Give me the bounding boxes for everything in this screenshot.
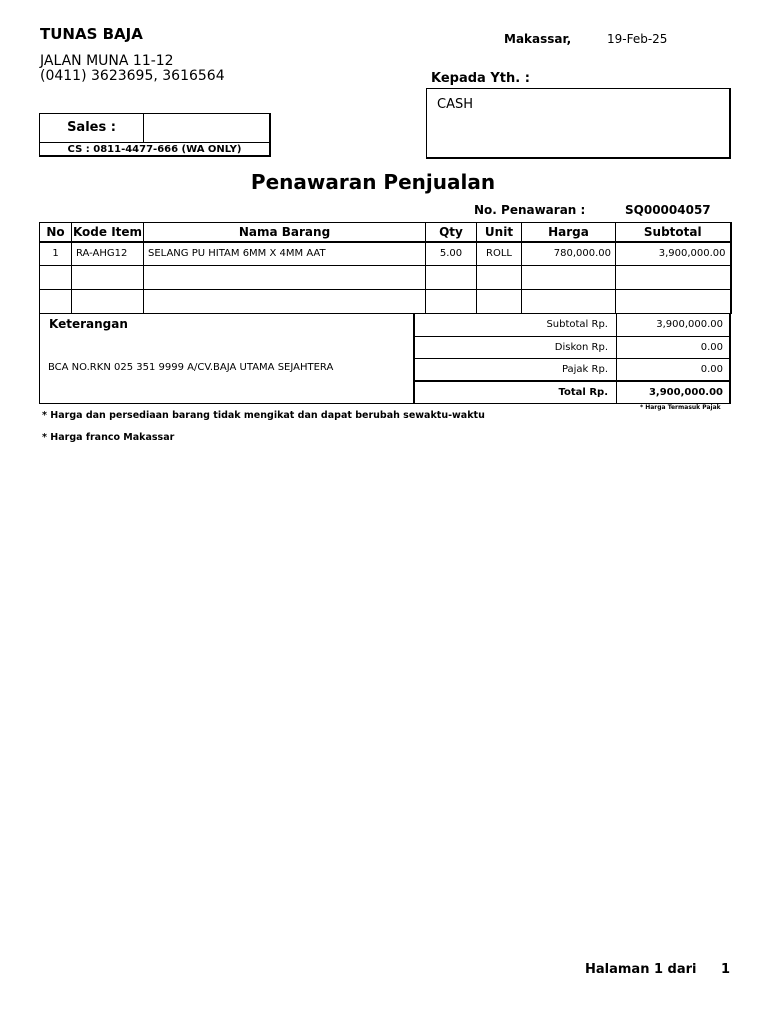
tax-value: 0.00 [616,359,731,380]
header-harga: Harga [522,223,616,242]
header-nama-barang: Nama Barang [144,223,426,242]
document-title: Penawaran Penjualan [250,170,496,194]
subtotal-label: Subtotal Rp. [546,319,608,330]
page-total: 1 [721,962,731,977]
sales-label: Sales : [40,114,144,142]
customer-service-contact: CS : 0811-4477-666 (WA ONLY) [67,144,242,155]
row-subtotal: 3,900,000.00 [616,242,731,266]
tax-row [413,359,731,382]
company-address: JALAN MUNA 11-12 [40,53,174,69]
table-row-empty [40,266,731,290]
row-unit: ROLL [477,242,522,266]
row-qty: 5.00 [426,242,477,266]
company-phone: (0411) 3623695, 3616564 [40,68,225,84]
header-kode-item: Kode Item [72,223,144,242]
tax-label: Pajak Rp. [561,364,608,375]
notes-box [39,314,415,404]
discount-label: Diskon Rp. [554,341,608,353]
subtotal-row [413,314,731,337]
row-harga: 780,000.00 [522,242,616,266]
discount-row [413,337,731,360]
page-indicator-label: Halaman 1 dari [585,962,697,977]
row-kode-item: RA-AHG12 [72,242,144,266]
company-name: TUNAS BAJA [40,25,143,43]
customer-name: CASH [437,97,473,112]
header-no: No [40,223,72,242]
total-label: Total Rp. [558,386,608,398]
header-unit: Unit [477,223,522,242]
bank-account-info: BCA NO.RKN 025 351 9999 A/CV.BAJA UTAMA SEJAHTERA [48,362,334,373]
sales-row [40,114,269,143]
terms-note: * Harga dan persediaan barang tidak mengikat dan dapat berubah sewaktu-waktu [42,410,485,421]
notes-label: Keterangan [49,317,128,331]
quote-number: SQ00004057 [625,203,711,217]
table-row [40,242,731,266]
city-label: Makassar, [504,32,572,46]
discount-value: 0.00 [616,337,731,359]
terms-note: * Harga franco Makassar [42,432,175,443]
quote-number-label: No. Penawaran : [474,203,586,217]
totals-block [413,314,731,404]
sales-box [39,113,271,157]
document-date: 19-Feb-25 [607,32,668,46]
items-table [39,222,732,314]
recipient-box [426,88,731,159]
header-qty: Qty [426,223,477,242]
header-subtotal: Subtotal [616,223,731,242]
subtotal-value: 3,900,000.00 [616,314,731,336]
recipient-label: Kepada Yth. : [431,71,530,86]
tax-included-note: * Harga Termasuk Pajak [640,404,721,411]
row-nama-barang: SELANG PU HITAM 6MM X 4MM AAT [144,242,426,266]
row-no: 1 [40,242,72,266]
table-row-empty [40,290,731,314]
total-row [413,382,731,405]
table-header-row [40,223,731,242]
total-value: 3,900,000.00 [616,382,731,404]
